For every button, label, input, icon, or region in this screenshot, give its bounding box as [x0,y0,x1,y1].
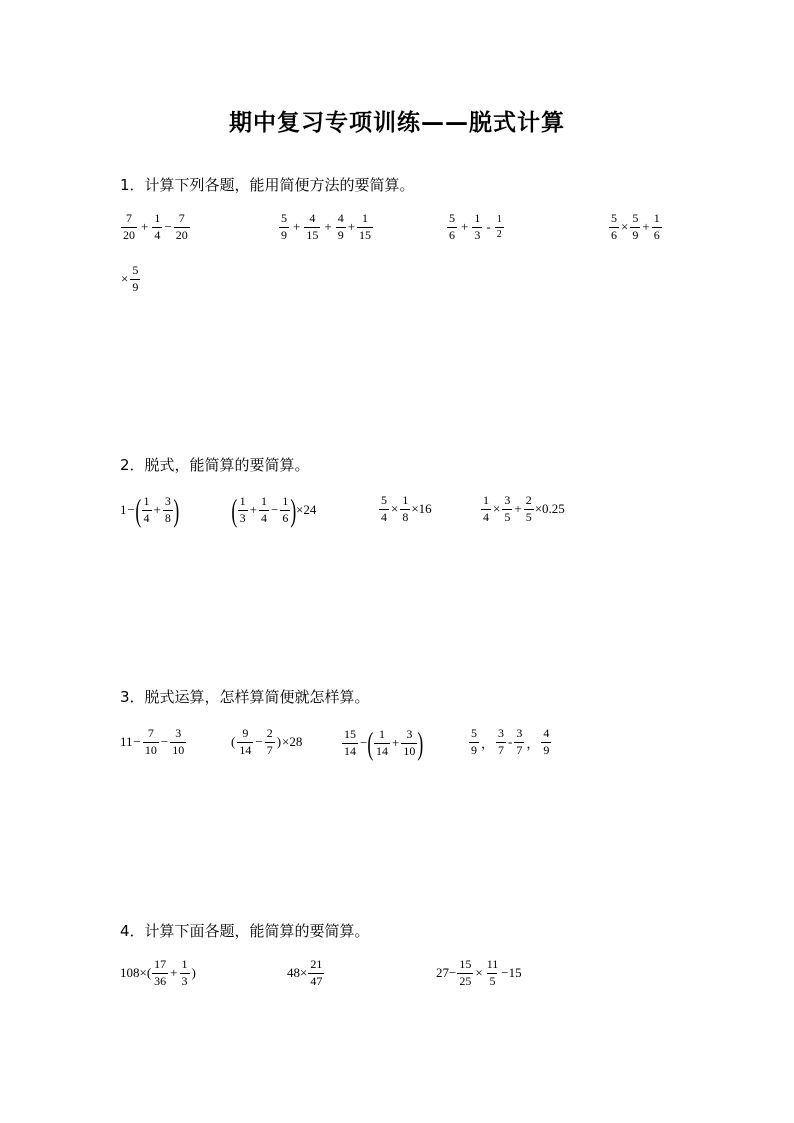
right-paren: ) [191,965,196,981]
operator: ， [526,735,540,751]
operator: × [475,965,483,981]
fraction: $\frac{3}{8}$ [164,493,171,525]
fraction: $\frac{5}{9}$ [132,263,139,294]
operator: − [255,734,263,750]
fraction: $\frac{1}{6}$ [282,493,289,525]
fraction: $\frac{3}{10}$ [403,726,416,758]
problem-1-4-line1 [608,212,663,243]
operator: ， [481,735,495,751]
fraction: $\frac{3}{10}$ [172,726,185,757]
fraction: $\frac{5}{9}$ [632,211,639,242]
fraction: $\frac{1}{3}$ [474,211,481,242]
operator: + [293,219,301,235]
number: 1 [120,502,127,517]
problem-4-1 [120,958,197,989]
operator-number: 108×( [120,965,152,981]
fraction: $\frac{5}{9}$ [471,726,477,757]
left-paren: ( [231,492,238,528]
fraction: $\frac{1}{4}$ [143,493,150,525]
fraction: $\frac{1}{3}$ [239,493,246,525]
operator-number: 27− [436,965,457,981]
operator: + [642,219,650,235]
problem-4-3 [436,958,522,989]
problem-3-3 [341,727,423,759]
operator-number: ×24 [296,502,317,517]
fraction: $\frac{15}{25}$ [459,957,472,988]
operator: + [324,219,332,235]
operator: − [160,734,169,750]
problem-1-3 [446,212,505,243]
problem-3-1 [120,727,187,758]
fraction: $\frac{4}{9}$ [543,726,550,757]
operator-number: ×16 [411,501,432,517]
fraction: $\frac{9}{14}$ [239,726,252,757]
fraction: $\frac{1}{15}$ [359,211,372,242]
problem-1-2 [278,212,374,243]
page-title: 期中复习专项训练——脱式计算 [229,110,565,136]
fraction: $\frac{7}{20}$ [175,211,188,242]
operator-number: ×28 [282,734,303,750]
fraction: $\frac{5}{6}$ [449,211,455,242]
fraction: $\frac{1}{2}$ [496,214,502,240]
fraction: $\frac{3}{7}$ [516,726,523,757]
operator: − [133,734,141,750]
operator: − [164,219,172,235]
problem-1-1 [120,212,191,243]
operator: × [121,271,129,287]
problem-2-4 [480,494,565,525]
fraction: $\frac{1}{14}$ [376,726,388,758]
number: 11 [120,734,133,750]
fraction: $\frac{2}{5}$ [525,493,532,524]
operator-number: −15 [501,965,522,981]
question-4-heading: 4．计算下面各题，能简算的要简算。 [120,922,370,940]
fraction: $\frac{5}{4}$ [381,493,387,524]
right-paren: ) [417,725,424,761]
operator: + [141,219,149,235]
fraction: $\frac{5}{6}$ [611,211,617,242]
operator: × [493,501,501,517]
left-paren: ( [367,725,374,761]
problem-2-2 [232,494,316,526]
question-1-heading: 1．计算下列各题，能用简便方法的要简算。 [120,176,415,194]
operator: + [170,965,178,981]
fraction: $\frac{1}{4}$ [483,493,489,524]
fraction: $\frac{1}{4}$ [261,493,267,525]
operator: + [347,219,356,235]
left-paren: ( [135,492,142,528]
problem-3-2 [230,727,302,758]
operator-number: ×0.25 [534,501,565,517]
fraction: $\frac{7}{10}$ [144,726,157,757]
fraction: $\frac{15}{14}$ [344,726,356,758]
fraction: $\frac{1}{8}$ [402,493,409,524]
fraction: $\frac{4}{9}$ [337,211,344,242]
fraction: $\frac{3}{5}$ [504,493,511,524]
fraction: $\frac{5}{9}$ [281,211,287,242]
problem-2-1 [120,494,179,526]
operator-number: 48× [287,965,308,981]
question-2-heading: 2．脱式，能简算的要简算。 [120,456,310,474]
fraction: $\frac{1}{4}$ [154,211,161,242]
operator: + [514,501,522,517]
operator: + [249,502,257,517]
right-paren: ) [290,492,297,528]
operator: - [486,219,491,235]
right-paren: ) [173,492,180,528]
operator: × [621,219,629,235]
operator: − [360,735,368,750]
problem-1-4-line2 [120,264,141,295]
fraction: $\frac{2}{7}$ [266,726,273,757]
operator: − [271,502,279,517]
operator: − [127,502,135,517]
fraction: $\frac{21}{47}$ [310,957,323,988]
right-paren: ) [276,734,282,750]
operator: × [391,501,399,517]
operator: + [461,219,469,235]
fraction: $\frac{7}{20}$ [123,211,135,242]
problem-2-3 [378,494,432,525]
fraction: $\frac{11}{5}$ [486,957,499,988]
operator: + [392,735,400,750]
fraction: $\frac{17}{36}$ [154,957,167,988]
fraction: $\frac{1}{6}$ [653,211,660,242]
fraction: $\frac{4}{15}$ [306,211,319,242]
left-paren: ( [231,734,236,750]
question-3-heading: 3．脱式运算，怎样算简便就怎样算。 [120,688,370,706]
operator: - [508,734,513,750]
fraction: $\frac{1}{3}$ [181,957,188,988]
problem-4-2 [287,958,325,989]
problem-3-4 [468,727,552,758]
operator: + [153,502,161,517]
fraction: $\frac{3}{7}$ [498,726,505,757]
